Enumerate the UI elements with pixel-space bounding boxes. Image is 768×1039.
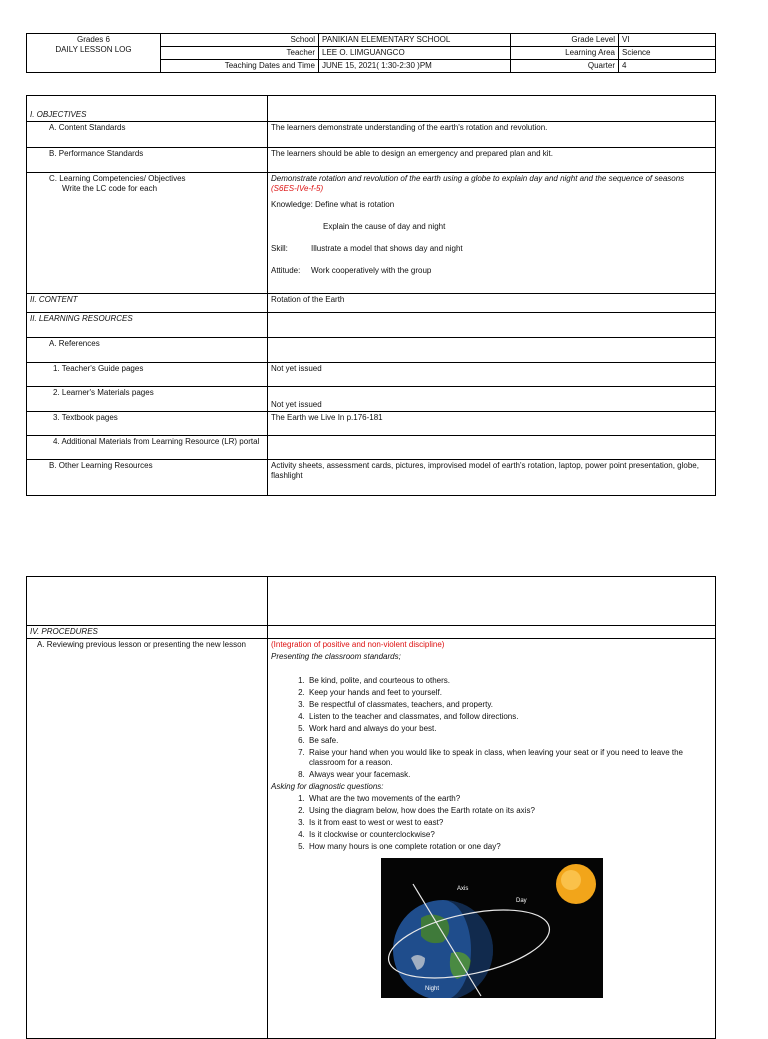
list-item: 2. Using the diagram below, how does the Earth rotate on its axis? bbox=[307, 806, 712, 816]
learners-materials-value: Not yet issued bbox=[268, 387, 716, 412]
teaching-dates-label: Teaching Dates and Time bbox=[161, 60, 319, 73]
learning-resources-heading: II. LEARNING RESOURCES bbox=[27, 313, 268, 338]
content-heading: II. CONTENT bbox=[27, 294, 268, 313]
integration-note: (Integration of positive and non-violent discipline) bbox=[271, 640, 445, 649]
competencies-text: Demonstrate rotation and revolution of the earth using a globe to explain day and night and the sequence of seasons (S6ES-IVe-f-5) Knowledge: Define what is rotation Explain the cause of day and night Skill: Illustrate a model that shows day and night Attitude: Work cooperatively with the group bbox=[268, 173, 716, 294]
objectives-table bbox=[26, 95, 716, 496]
lc-code: (S6ES-IVe-f-5) bbox=[271, 184, 324, 193]
reviewing-lesson-label: A. Reviewing previous lesson or presenting the new lesson bbox=[27, 639, 268, 1039]
textbook-label: 3. Textbook pages bbox=[27, 412, 268, 436]
skill-objective: Skill: Illustrate a model that shows day and night bbox=[271, 244, 463, 253]
content-standards-text: The learners demonstrate understanding of the earth's rotation and revolution. bbox=[268, 122, 716, 148]
list-item: 5. How many hours is one complete rotation or one day? bbox=[307, 842, 712, 852]
lesson-log-title: Grades 6 DAILY LESSON LOG bbox=[27, 34, 161, 73]
list-item: 4. Listen to the teacher and classmates, and follow directions. bbox=[307, 712, 712, 722]
grade-level-label: Grade Level bbox=[511, 34, 619, 47]
references-label: A. References bbox=[27, 338, 268, 363]
school-label: School bbox=[161, 34, 319, 47]
list-item: 3. Is it from east to west or west to east? bbox=[307, 818, 712, 828]
list-item: 8. Always wear your facemask. bbox=[307, 770, 712, 780]
teacher-value: LEE O. LIMGUANGCO bbox=[319, 47, 511, 60]
learning-area-value: Science bbox=[619, 47, 716, 60]
performance-standards-text: The learners should be able to design an emergency and prepared plan and kit. bbox=[268, 148, 716, 173]
textbook-value: The Earth we Live In p.176-181 bbox=[268, 412, 716, 436]
other-resources-label: B. Other Learning Resources bbox=[27, 460, 268, 496]
grade-level-value: VI bbox=[619, 34, 716, 47]
list-item: 3. Be respectful of classmates, teachers, and property. bbox=[307, 700, 712, 710]
content-standards-label: A. Content Standards bbox=[27, 122, 268, 148]
learners-materials-label: 2. Learner's Materials pages bbox=[27, 387, 268, 412]
classroom-standards-list bbox=[271, 676, 712, 780]
teachers-guide-value: Not yet issued bbox=[268, 363, 716, 387]
learning-area-label: Learning Area bbox=[511, 47, 619, 60]
knowledge-objective-2: Explain the cause of day and night bbox=[323, 222, 446, 231]
competencies-label: C. Learning Competencies/ Objectives Write the LC code for each bbox=[27, 173, 268, 294]
list-item: 5. Work hard and always do your best. bbox=[307, 724, 712, 734]
other-resources-value: Activity sheets, assessment cards, pictures, improvised model of earth's rotation, laptop, power point presentation, globe, flashlight bbox=[268, 460, 716, 496]
axis-label: Axis bbox=[457, 886, 469, 892]
teacher-label: Teacher bbox=[161, 47, 319, 60]
header-table bbox=[26, 33, 716, 73]
attitude-objective: Attitude: Work cooperatively with the group bbox=[271, 266, 432, 275]
night-label: Night bbox=[425, 986, 440, 992]
diagnostic-questions-list bbox=[271, 794, 712, 852]
procedures-table bbox=[26, 576, 716, 1039]
procedure-a-content bbox=[268, 639, 716, 1039]
performance-standards-label: B. Performance Standards bbox=[27, 148, 268, 173]
procedures-heading: IV. PROCEDURES bbox=[27, 626, 268, 639]
quarter-value: 4 bbox=[619, 60, 716, 73]
additional-materials-label: 4. Additional Materials from Learning Resource (LR) portal bbox=[27, 436, 268, 460]
presenting-standards: Presenting the classroom standards; bbox=[271, 652, 401, 661]
teachers-guide-label: 1. Teacher's Guide pages bbox=[27, 363, 268, 387]
list-item: 7. Raise your hand when you would like to speak in class, when leaving your seat or if you need to leave the classroom for a reason. bbox=[307, 748, 712, 768]
teaching-dates-value: JUNE 15, 2021( 1:30-2:30 )PM bbox=[319, 60, 511, 73]
list-item: 4. Is it clockwise or counterclockwise? bbox=[307, 830, 712, 840]
knowledge-objective: Knowledge: Define what is rotation bbox=[271, 200, 395, 209]
list-item: 1. What are the two movements of the earth? bbox=[307, 794, 712, 804]
school-value: PANIKIAN ELEMENTARY SCHOOL bbox=[319, 34, 511, 47]
quarter-label: Quarter bbox=[511, 60, 619, 73]
day-label: Day bbox=[516, 898, 527, 904]
earth-rotation-diagram bbox=[381, 858, 603, 998]
objectives-heading: I. OBJECTIVES bbox=[27, 96, 268, 122]
list-item: 2. Keep your hands and feet to yourself. bbox=[307, 688, 712, 698]
diagnostic-heading: Asking for diagnostic questions: bbox=[271, 782, 384, 791]
list-item: 6. Be safe. bbox=[307, 736, 712, 746]
list-item: 1. Be kind, polite, and courteous to others. bbox=[307, 676, 712, 686]
content-text: Rotation of the Earth bbox=[268, 294, 716, 313]
